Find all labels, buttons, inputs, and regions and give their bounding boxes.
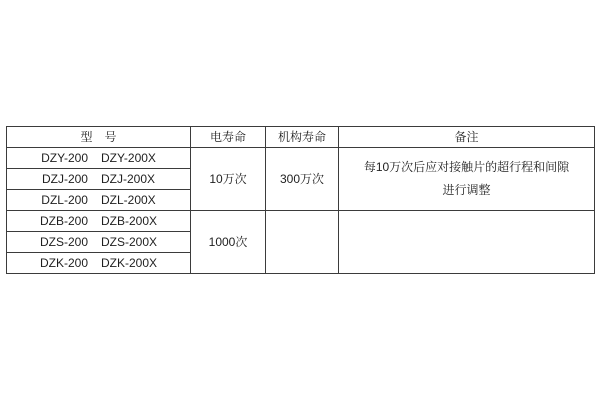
electrical-life-cell: 1000次 [191, 211, 266, 274]
model-number: DZK-200X [101, 256, 158, 270]
header-row [7, 127, 595, 148]
model-cell [7, 232, 191, 253]
remarks-cell [339, 211, 595, 274]
header-model: 型 号 [7, 127, 191, 148]
model-number: DZS-200X [101, 235, 158, 249]
model-number: DZB-200 [39, 214, 88, 228]
model-number: DZB-200X [101, 214, 158, 228]
model-cell [7, 148, 191, 169]
remarks-text: 进行调整 [442, 183, 491, 197]
mechanical-life-cell: 300万次 [266, 148, 339, 211]
model-number: DZY-200 [41, 151, 88, 165]
model-number: DZY-200X [101, 151, 156, 165]
header-remarks: 备注 [339, 127, 595, 148]
table-row [7, 148, 595, 169]
remarks-cell [339, 148, 595, 211]
table-row [7, 211, 595, 232]
mechanical-life-cell [266, 211, 339, 274]
remarks-text: 每10万次后应对接触片的超行程和间隙 [363, 160, 570, 174]
model-cell [7, 190, 191, 211]
header-mechanical-life: 机构寿命 [266, 127, 339, 148]
model-number: DZL-200X [100, 193, 156, 207]
model-cell [7, 253, 191, 274]
model-number: DZK-200 [39, 256, 88, 270]
relay-life-spec-table [6, 126, 595, 274]
header-electrical-life: 电寿命 [191, 127, 266, 148]
model-cell [7, 211, 191, 232]
model-number: DZJ-200 [41, 172, 88, 186]
electrical-life-cell: 10万次 [191, 148, 266, 211]
model-number: DZL-200 [41, 193, 88, 207]
model-number: DZJ-200X [100, 172, 156, 186]
model-cell [7, 169, 191, 190]
model-number: DZS-200 [39, 235, 88, 249]
